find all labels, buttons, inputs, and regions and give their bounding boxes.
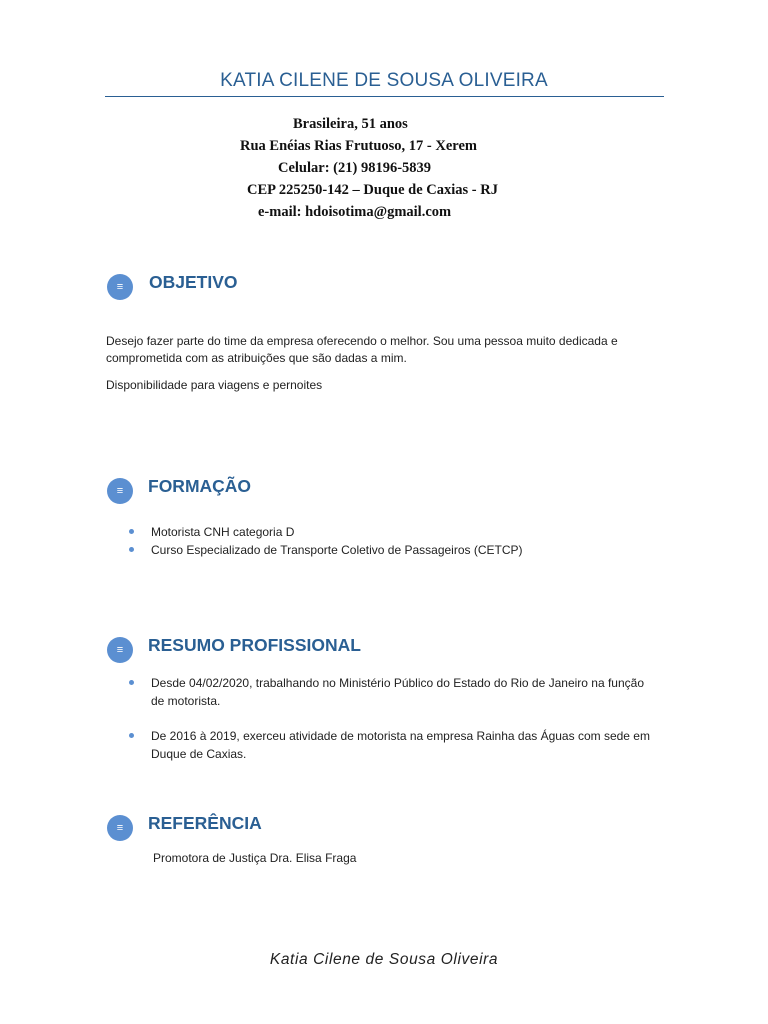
contact-address: Rua Enéias Rias Frutuoso, 17 - Xerem <box>240 138 477 154</box>
resumo-list <box>127 674 657 780</box>
resume-title: KATIA CILENE DE SOUSA OLIVEIRA <box>220 70 548 91</box>
list-item: De 2016 à 2019, exerceu atividade de motorista na empresa Rainha das Águas com sede em Duque de Caxias. <box>127 727 657 763</box>
contact-phone: Celular: (21) 98196-5839 <box>278 160 432 176</box>
footer-name: Katia Cilene de Sousa Oliveira <box>269 951 499 968</box>
contact-email: e-mail: hdoisotima@gmail.com <box>258 204 452 220</box>
list-item: Desde 04/02/2020, trabalhando no Ministério Público do Estado do Rio de Janeiro na função de motorista. <box>127 674 657 710</box>
objetivo-paragraph: Desejo fazer parte do time da empresa oferecendo o melhor. Sou uma pessoa muito dedicada e comprometida com as atribuições que são dadas a mim. <box>106 334 618 365</box>
list-lines-icon: ≡ <box>107 274 133 300</box>
referencia-text: Promotora de Justiça Dra. Elisa Fraga <box>153 851 357 865</box>
list-item: Curso Especializado de Transporte Coletivo de Passageiros (CETCP) <box>127 541 657 559</box>
section-heading-formacao: FORMAÇÃO <box>148 476 252 496</box>
section-heading-referencia: REFERÊNCIA <box>148 813 262 833</box>
list-lines-icon: ≡ <box>107 637 133 663</box>
list-item: Motorista CNH categoria D <box>127 523 657 541</box>
section-heading-resumo: RESUMO PROFISSIONAL <box>148 635 361 655</box>
title-divider <box>105 96 664 97</box>
objetivo-availability: Disponibilidade para viagens e pernoites <box>106 378 323 392</box>
contact-nationality-age: Brasileira, 51 anos <box>293 116 408 132</box>
list-lines-icon: ≡ <box>107 815 133 841</box>
contact-cep: CEP 225250-142 – Duque de Caxias - RJ <box>247 182 498 198</box>
section-heading-objetivo: OBJETIVO <box>149 272 238 292</box>
list-lines-icon: ≡ <box>107 478 133 504</box>
formacao-list <box>127 523 657 559</box>
